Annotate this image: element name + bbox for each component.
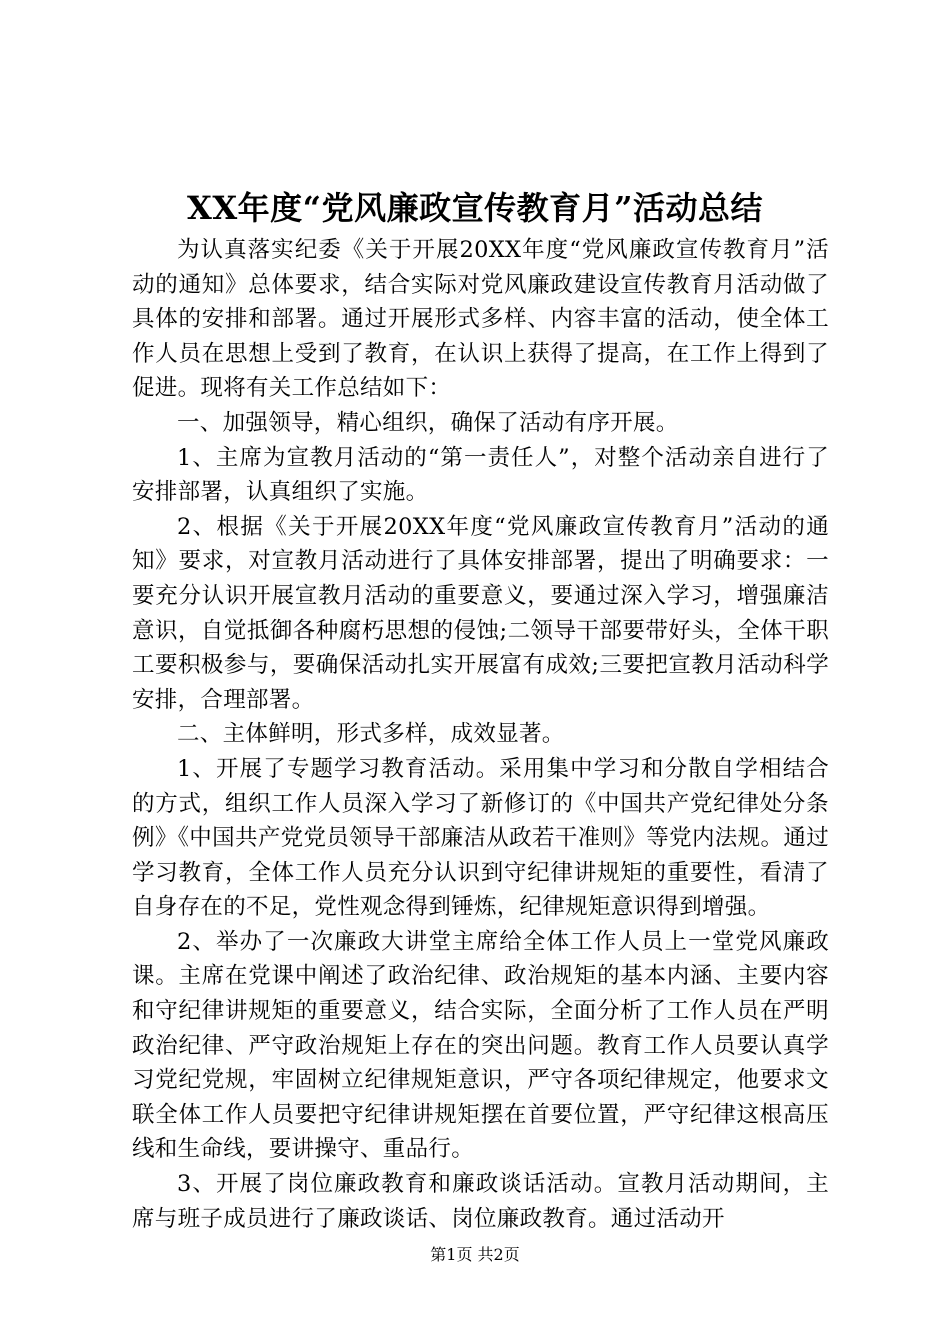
section-heading-2: 二、主体鲜明，形式多样，成效显著。 bbox=[177, 721, 565, 748]
paragraph-2-2: 2、举办了一次廉政大讲堂主席给全体工作人员上一堂党风廉政课。主席在党课中阐述了政治纪律、政治规矩的基本内涵、主要内容和守纪律讲规矩的重要意义，结合实际，全面分析了工作人员在严明政治纪律、严守政治规矩上存在的突出问题。教育工作人员要认真学习党纪党规，牢固树立纪律规矩意识，严守各项纪律规定，他要求文联全体工作人员要把守纪律讲规矩摆在首要位置，严守纪律这根高压线和生命线，要讲操守、重品行。 bbox=[132, 928, 829, 1163]
page-footer: 第1页 共2页 bbox=[430, 1245, 520, 1264]
paragraph-1-1: 1、主席为宣教月活动的“第一责任人”，对整个活动亲自进行了安排部署，认真组织了实施。 bbox=[132, 444, 829, 506]
document-title: XX年度“党风廉政宣传教育月”活动总结 bbox=[187, 189, 763, 227]
paragraph-2-1: 1、开展了专题学习教育活动。采用集中学习和分散自学相结合的方式，组织工作人员深入学习了新修订的《中国共产党纪律处分条例》《中国共产党党员领导干部廉洁从政若干准则》等党内法规。通过学习教育，全体工作人员充分认识到守纪律讲规矩的重要性，看清了自身存在的不足，党性观念得到锤炼，纪律规矩意识得到增强。 bbox=[132, 755, 829, 921]
paragraph-1-2: 2、根据《关于开展20XX年度“党风廉政宣传教育月”活动的通知》要求，对宣教月活动进行了具体安排部署，提出了明确要求：一要充分认识开展宣教月活动的重要意义，要通过深入学习，增强廉洁意识，自觉抵御各种腐朽思想的侵蚀;二领导干部要带好头，全体干职工要积极参与，要确保活动扎实开展富有成效;三要把宣教月活动科学安排，合理部署。 bbox=[132, 513, 829, 713]
document-body bbox=[132, 233, 829, 1236]
section-heading-1: 一、加强领导，精心组织，确保了活动有序开展。 bbox=[177, 409, 679, 436]
paragraph-2-3: 3、开展了岗位廉政教育和廉政谈话活动。宣教月活动期间，主席与班子成员进行了廉政谈话、岗位廉政教育。通过活动开 bbox=[132, 1171, 829, 1232]
paragraph-intro: 为认真落实纪委《关于开展20XX年度“党风廉政宣传教育月”活动的通知》总体要求，结合实际对党风廉政建设宣传教育月活动做了具体的安排和部署。通过开展形式多样、内容丰富的活动，使全体工作人员在思想上受到了教育，在认识上获得了提高，在工作上得到了促进。现将有关工作总结如下： bbox=[132, 237, 829, 402]
